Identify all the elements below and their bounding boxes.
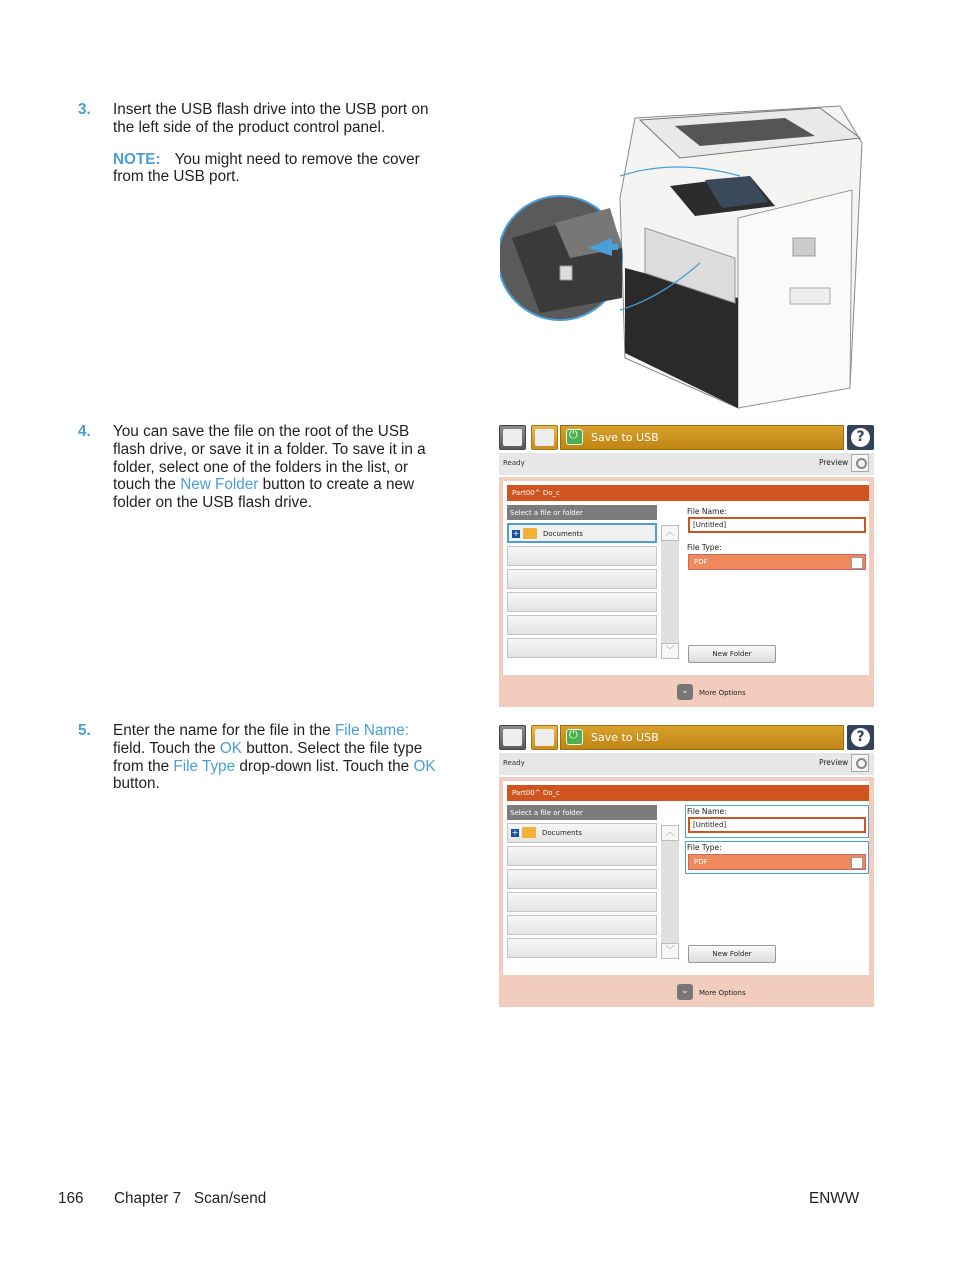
title-bar[interactable] (560, 725, 844, 750)
list-item[interactable] (507, 892, 657, 912)
step-text-part: button to create a new folder on the USB flash drive. (113, 476, 415, 512)
step-text-part: Enter the name for the file in the (113, 722, 335, 739)
list-item[interactable] (507, 615, 657, 635)
step-4 (78, 423, 438, 512)
list-item-documents[interactable] (507, 523, 657, 543)
file-name-field[interactable] (688, 817, 866, 833)
help-button[interactable] (847, 425, 874, 450)
step-text-part: drop-down list. Touch the (235, 757, 414, 775)
status-bar (499, 453, 874, 475)
back-button[interactable] (531, 725, 558, 750)
start-icon (566, 429, 583, 445)
panel-title: Save to USB (591, 431, 659, 444)
ok-link[interactable]: OK (219, 739, 242, 757)
main-area (499, 777, 874, 1007)
list-header (507, 505, 657, 520)
step-text-part: You can save the file on the root of the USB flash drive, or save it in a folder. To save it in a folder, select one of the folders in the list, or touch the (113, 423, 426, 494)
list-item-documents[interactable] (507, 823, 657, 843)
dropdown-icon (851, 557, 863, 569)
title-bar[interactable] (560, 425, 844, 450)
preview-button[interactable] (851, 454, 869, 472)
step-text-part: button. (113, 775, 160, 793)
list-item[interactable] (507, 915, 657, 935)
chapter-label: Chapter 7 Scan/send (114, 1190, 267, 1207)
list-item[interactable] (507, 846, 657, 866)
status-text: Ready (503, 759, 525, 767)
list-item[interactable] (507, 592, 657, 612)
file-type-dropdown[interactable] (688, 854, 866, 870)
main-area (499, 477, 874, 707)
list-item[interactable] (507, 546, 657, 566)
list-item-label: Documents (543, 530, 583, 538)
scroll-down-icon[interactable]: ﹀ (661, 643, 679, 659)
new-folder-button[interactable]: New Folder (688, 945, 776, 963)
file-name-value: [Untitled] (693, 521, 727, 529)
help-icon: ? (851, 428, 870, 447)
list-item[interactable] (507, 638, 657, 658)
list-header-text: Select a file or folder (510, 509, 583, 517)
list-item[interactable] (507, 569, 657, 589)
ok-link[interactable]: OK (413, 757, 436, 775)
path-bar (507, 785, 869, 801)
home-icon (503, 729, 522, 746)
status-text: Ready (503, 459, 525, 467)
status-bar (499, 753, 874, 775)
home-icon (503, 429, 522, 446)
step-number: 3. (78, 101, 91, 118)
step-5 (78, 722, 438, 793)
preview-label: Preview (819, 758, 849, 767)
file-name-label: File Name: (687, 507, 727, 516)
expand-icon[interactable]: + (512, 529, 520, 538)
back-icon (535, 429, 554, 446)
list-item[interactable] (507, 869, 657, 889)
step-text-part: field. Touch the (113, 739, 220, 757)
help-icon: ? (851, 728, 870, 747)
new-folder-button[interactable]: New Folder (688, 645, 776, 663)
path-bar (507, 485, 869, 501)
file-name-value: [Untitled] (693, 821, 727, 829)
preview-label: Preview (819, 458, 849, 467)
file-type-label: File Type: (687, 543, 722, 552)
note (113, 151, 438, 187)
chevron-down-icon: ⌄ (677, 684, 693, 700)
note-label: NOTE: (113, 150, 161, 168)
list-header (507, 805, 657, 820)
folder-icon (522, 827, 536, 838)
control-panel-screenshot-2 (499, 725, 874, 1007)
start-icon (566, 729, 583, 745)
printer-illustration (500, 98, 870, 410)
step-3 (78, 101, 438, 186)
scroll-down-icon[interactable]: ﹀ (661, 943, 679, 959)
scrollbar[interactable] (661, 825, 679, 959)
back-button[interactable] (531, 425, 558, 450)
note-text: You might need to remove the cover from the USB port. (113, 150, 420, 186)
file-type-dropdown[interactable] (688, 554, 866, 570)
list-item[interactable] (507, 938, 657, 958)
file-type-label: File Type: (687, 843, 722, 852)
file-name-field[interactable] (688, 517, 866, 533)
file-type-value: PDF (694, 858, 708, 866)
step-number: 5. (78, 722, 91, 739)
file-name-link[interactable]: File Name: (334, 722, 409, 739)
more-options-label: More Options (699, 689, 746, 697)
scroll-up-icon[interactable]: ︿ (661, 825, 679, 841)
expand-icon[interactable]: + (511, 828, 519, 837)
chevron-down-icon: ⌄ (677, 984, 693, 1000)
path-text: Part00^ Do_c (512, 489, 560, 497)
page-number: 166 (58, 1190, 84, 1207)
home-button[interactable] (499, 425, 526, 450)
list-header-text: Select a file or folder (510, 809, 583, 817)
file-name-label: File Name: (687, 807, 727, 816)
list-item-label: Documents (542, 829, 582, 837)
content-area (503, 781, 869, 975)
footer-right: ENWW (809, 1190, 860, 1207)
step-text (113, 423, 438, 512)
step-number: 4. (78, 423, 91, 440)
more-options-label: More Options (699, 989, 746, 997)
file-type-link[interactable]: File Type (173, 757, 236, 775)
preview-button[interactable] (851, 754, 869, 772)
content-area (503, 481, 869, 675)
scroll-up-icon[interactable]: ︿ (661, 525, 679, 541)
home-button[interactable] (499, 725, 526, 750)
folder-icon (523, 528, 537, 539)
path-text: Part00^ Do_c (512, 789, 560, 797)
help-button[interactable] (847, 725, 874, 750)
step-text-part: button. Select the file type from the (113, 739, 423, 775)
new-folder-link[interactable]: New Folder (180, 476, 259, 494)
panel-title: Save to USB (591, 731, 659, 744)
dropdown-icon (851, 857, 863, 869)
back-icon (535, 729, 554, 746)
step-text: Insert the USB flash drive into the USB port on the left side of the product control panel. (113, 101, 429, 136)
scrollbar[interactable] (661, 525, 679, 659)
control-panel-screenshot-1 (499, 425, 874, 707)
step-text (113, 722, 438, 793)
file-type-value: PDF (694, 558, 708, 566)
